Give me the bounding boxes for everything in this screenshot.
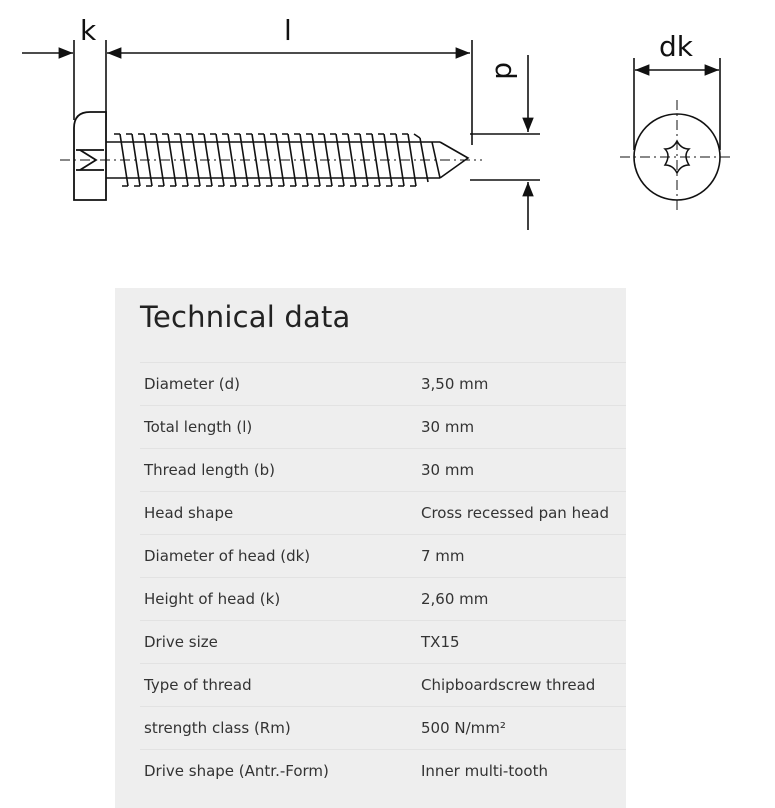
- table-row: [140, 449, 626, 492]
- spec-value: 500 N/mm²: [421, 719, 506, 737]
- spec-value: Inner multi-tooth: [421, 762, 548, 781]
- table-row: [140, 535, 626, 578]
- spec-value: 2,60 mm: [421, 590, 489, 608]
- screw-technical-drawing: [0, 0, 775, 250]
- screw-head-top: [620, 58, 734, 214]
- spec-label: strength class (Rm): [144, 719, 291, 737]
- spec-label: Total length (l): [144, 418, 253, 436]
- spec-value: TX15: [421, 633, 460, 651]
- table-row: [140, 578, 626, 621]
- screw-head-side: [74, 112, 106, 200]
- spec-label: Head shape: [144, 504, 234, 522]
- table-row: [140, 406, 626, 449]
- spec-value: 3,50 mm: [421, 375, 489, 393]
- technical-data-panel: [115, 288, 626, 808]
- dim-label-k: k: [80, 14, 97, 47]
- dim-label-l: l: [284, 14, 292, 47]
- technical-data-title: Technical data: [140, 300, 351, 334]
- spec-value: 7 mm: [421, 547, 465, 565]
- spec-value: 30 mm: [421, 461, 475, 479]
- screw-shank: [60, 134, 482, 186]
- screw-drawing-svg: [0, 0, 775, 250]
- dim-label-dk: dk: [659, 30, 693, 63]
- table-row: [140, 621, 626, 664]
- table-row: [140, 363, 626, 406]
- spec-label: Drive shape (Antr.-Form): [144, 762, 329, 781]
- table-row: [140, 664, 626, 707]
- table-row: [140, 750, 626, 793]
- table-row: [140, 707, 626, 750]
- spec-value: Chipboardscrew thread: [421, 676, 596, 694]
- spec-label: Drive size: [144, 633, 218, 651]
- spec-label: Type of thread: [144, 676, 252, 694]
- table-row: [140, 492, 626, 535]
- dim-label-d: d: [489, 62, 522, 80]
- spec-label: Thread length (b): [144, 461, 276, 479]
- technical-data-table: [140, 362, 626, 793]
- spec-label: Diameter (d): [144, 375, 241, 393]
- spec-value: 30 mm: [421, 418, 475, 436]
- spec-label: Diameter of head (dk): [144, 547, 311, 565]
- spec-value: Cross recessed pan head: [421, 504, 610, 522]
- dimension-d: [470, 55, 540, 230]
- spec-label: Height of head (k): [144, 590, 281, 608]
